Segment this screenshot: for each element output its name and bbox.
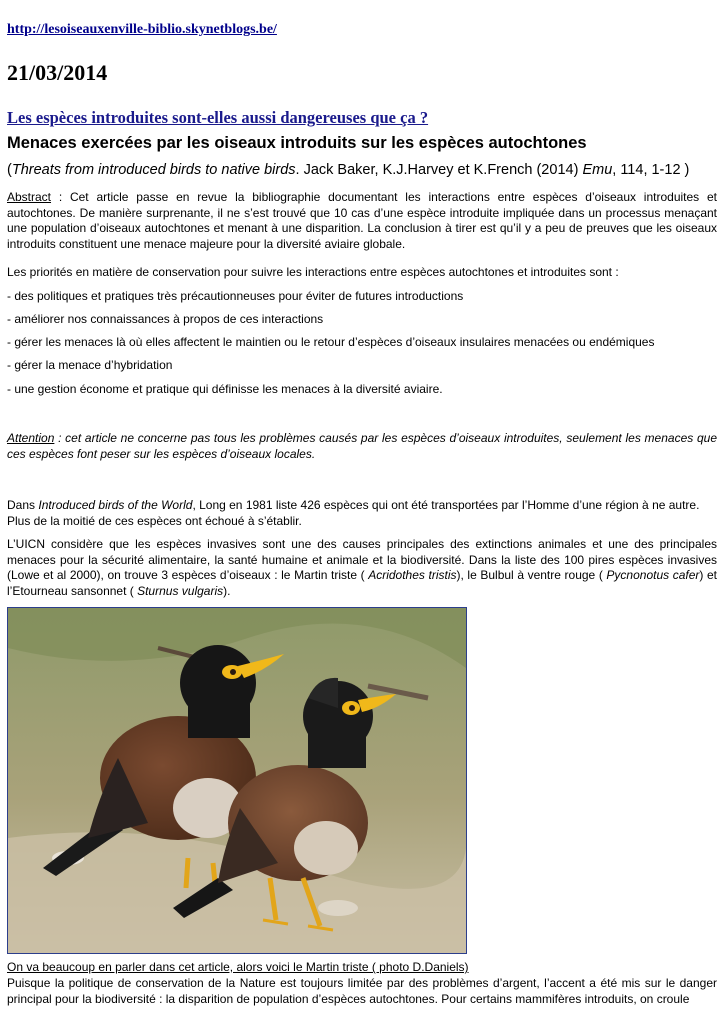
priority-item-text: - gérer la menace d’hybridation xyxy=(7,358,173,372)
priority-item xyxy=(7,335,717,351)
priority-item xyxy=(7,358,717,374)
myna-photo xyxy=(7,607,467,954)
uicn-paragraph-text xyxy=(7,537,717,599)
citation-journal: Emu xyxy=(582,162,613,178)
book-title: Introduced birds of the World xyxy=(38,498,193,512)
conservation-paragraph xyxy=(7,976,717,1007)
para2-text-b: ), le Bulbul à ventre rouge ( xyxy=(456,568,607,582)
long-paragraph-text xyxy=(7,498,717,529)
species-name: Acridothes tristis xyxy=(368,568,457,582)
abstract-block xyxy=(7,190,717,252)
priority-item xyxy=(7,312,717,328)
abstract-paragraph xyxy=(7,190,717,252)
species-name: Pycnonotus cafer xyxy=(606,568,700,582)
citation xyxy=(7,162,689,178)
priority-item-text: - des politiques et pratiques très précautionneuses pour éviter de futures introductions xyxy=(7,289,464,303)
uicn-paragraph xyxy=(7,537,717,599)
post-title-link[interactable]: Les espèces introduites sont-elles aussi dangereuses que ça ? xyxy=(7,108,429,127)
priority-item-text: - améliorer nos connaissances à propos de ces interactions xyxy=(7,312,324,326)
priority-item xyxy=(7,382,717,398)
priorities-intro xyxy=(7,265,717,281)
citation-rest: , 114, 1-12 ) xyxy=(612,162,690,178)
blog-url-link[interactable]: http://lesoiseauxenville-biblio.skynetblogs.be/ xyxy=(7,22,277,37)
abstract-label: Abstract xyxy=(7,190,52,204)
photo-caption: On va beaucoup en parler dans cet article, alors voici le Martin triste ( photo D.Daniels) xyxy=(7,960,469,974)
priority-item-text: - gérer les menaces là où elles affectent le maintien ou le retour d’espèces d’oiseaux insulaires menacées ou endémiques xyxy=(7,335,655,349)
attention-block xyxy=(7,431,717,462)
attention-paragraph xyxy=(7,431,717,462)
citation-title: Threats from introduced birds to native birds xyxy=(11,162,296,178)
citation-open: ( xyxy=(7,162,12,178)
para1-text-b: , Long en 1981 liste 426 espèces qui ont été transportées par l’Homme d’une région à ne autre. Plus de la moitié de ces espèces ont échoué à s’établir. xyxy=(7,498,700,528)
attention-label: Attention xyxy=(7,431,55,445)
conservation-paragraph-text: Puisque la politique de conservation de la Nature est toujours limitée par des problèmes d’argent, l’accent a été mis sur le danger principal pour la biodiversité : la disparition de population d’espèces autochtones. Pour certains mammifères introduits, on croule xyxy=(7,976,717,1006)
abstract-text: : Cet article passe en revue la bibliographie documentant les interactions entre espèces d’oiseaux introduites et autochtones. De manière surprenante, il ne s’est trouvé que 10 cas d’une espèce introduite impliquée dans un processus menaçant une population d’oiseaux autochtones et menant à une disparition. La conclusion à tirer est qu’il y a peu de preuves que les oiseaux introduits constituent une menace majeure pour la diversité aviaire globale. xyxy=(7,190,717,251)
para2-text-d: ). xyxy=(223,583,231,598)
article-heading: Menaces exercées par les oiseaux introduits sur les espèces autochtones xyxy=(7,134,587,152)
species-name: Sturnus vulgaris xyxy=(137,583,224,598)
para1-text-a: Dans xyxy=(7,498,39,512)
post-date: 21/03/2014 xyxy=(7,60,108,85)
attention-text: : cet article ne concerne pas tous les problèmes causés par les espèces d’oiseaux introduites, seulement les menaces que ces espèces font peser sur les espèces d’oiseaux locales. xyxy=(7,431,717,461)
priorities-intro-text: Les priorités en matière de conservation pour suivre les interactions entre espèces autochtones et introduites sont : xyxy=(7,265,619,279)
para2-text-c: ) et l’Etourneau sansonnet ( xyxy=(7,568,718,598)
para2-text-a: L’UICN considère que les espèces invasives sont une des causes principales des extinctions animales et une des principales menaces pour la sécurité alimentaire, la santé humaine et animale et la biodiversité. Dans la liste des 100 pires espèces invasives (Lowe et al 2000), on trouve 3 espèces d’oiseaux : le Martin triste ( xyxy=(7,537,717,582)
priority-item xyxy=(7,289,717,305)
myna-bird-illustration xyxy=(8,608,466,953)
citation-authors: . Jack Baker, K.J.Harvey et K.French (2014) xyxy=(295,162,583,178)
priority-item-text: - une gestion économe et pratique qui définisse les menaces à la diversité aviaire. xyxy=(7,382,443,396)
long-paragraph xyxy=(7,498,717,529)
